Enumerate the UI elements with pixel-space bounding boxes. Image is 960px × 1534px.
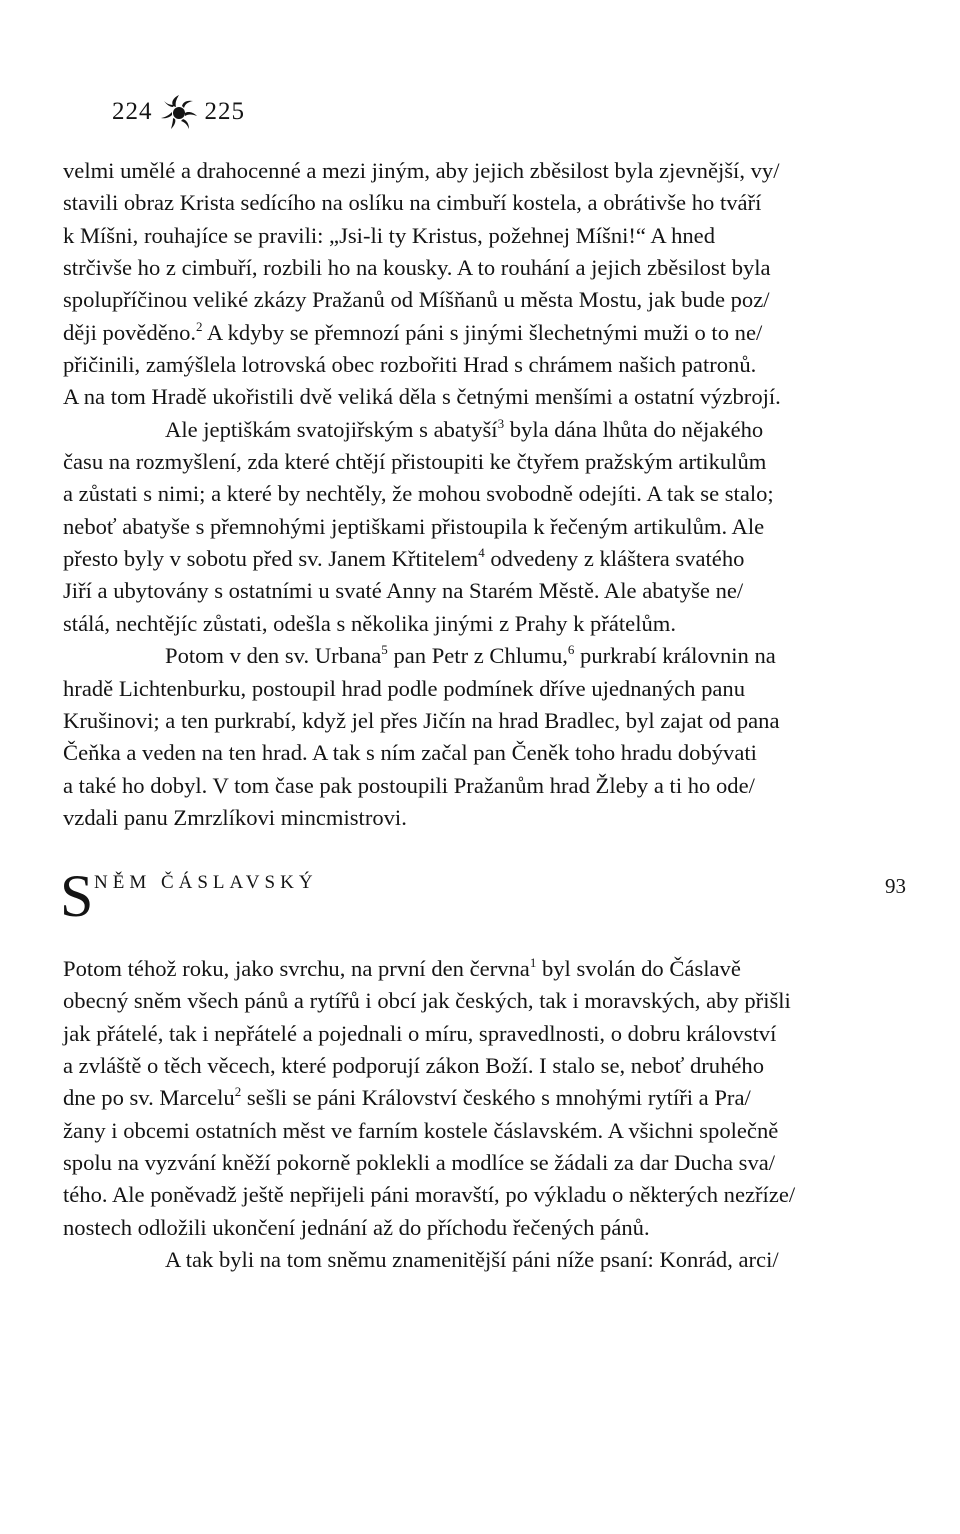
- text-line: [63, 511, 903, 543]
- text-run: purkrabí královnin na: [574, 643, 776, 669]
- text-run: strčivše ho z cimbuří, rozbili ho na kousky. A to rouhání a jejich zběsilost byla: [63, 255, 771, 281]
- text-line: [63, 1018, 903, 1050]
- text-run: tého. Ale poněvadž ještě nepřijeli páni moravští, po výkladu o některých nezříze/: [63, 1182, 796, 1208]
- text-line: [63, 155, 903, 187]
- text-line: [63, 985, 903, 1017]
- text-run: hradě Lichtenburku, postoupil hrad podle podmínek dříve ujednaných panu: [63, 675, 746, 701]
- text-run: velmi umělé a drahocenné a mezi jiným, aby jejich zběsilost byla zjevnější, vy/: [63, 158, 780, 183]
- text-line: [63, 381, 903, 413]
- text-run: Krušinovi; a ten purkrabí, když jel přes Jičín na hrad Bradlec, byl zajat od pana: [63, 707, 780, 733]
- text-line: [63, 1244, 903, 1276]
- text-line: [63, 1050, 903, 1082]
- text-run: byla dána lhůta do nějakého: [504, 416, 764, 442]
- text-run: byl svolán do Čáslavě: [536, 956, 741, 981]
- text-line: [63, 802, 903, 834]
- text-line: [63, 284, 903, 316]
- text-run: A na tom Hradě ukořistili dvě veliká děla s četnými menšími a ostatní výzbrojí.: [63, 384, 781, 410]
- text-line: [63, 349, 903, 381]
- text-line: [63, 543, 903, 575]
- text-line: [63, 737, 903, 769]
- section-text-top: [63, 155, 903, 834]
- text-line: [63, 1147, 903, 1179]
- text-line: [63, 317, 903, 349]
- text-line: [63, 673, 903, 705]
- text-run: nostech odložili ukončení jednání až do příchodu řečených pánů.: [63, 1214, 650, 1240]
- text-line: [63, 478, 903, 510]
- text-run: Čeňka a veden na ten hrad. A tak s ním začal pan Čeněk toho hradu dobývati: [63, 740, 757, 766]
- text-run: spolupříčinou veliké zkázy Pražanů od Míšňanů u města Mostu, jak bude poz/: [63, 287, 770, 313]
- text-run: Jiří a ubytovány s ostatními u svaté Anny na Starém Městě. Ale abatyše ne/: [63, 578, 744, 604]
- text-run: k Míšni, rouhajíce se pravili: „Jsi-li ty Kristus, požehnej Míšni!“ A hned: [63, 222, 715, 248]
- text-run: sešli se páni Království českého s mnohými rytíři a Pra/: [241, 1085, 751, 1111]
- text-line: [63, 1115, 903, 1147]
- text-line: [63, 1179, 903, 1211]
- chapter-title: NĚM ČÁSLAVSKÝ: [94, 872, 318, 893]
- text-run: přesto byly v sobotu před sv. Janem Křtitelem: [63, 546, 479, 572]
- text-run: neboť abatyše s přemnohými jeptiškami přistoupila k řečeným artikulům. Ale: [63, 513, 765, 539]
- text-run: A kdyby se přemnozí páni s jinými šlechetnými muži o to ne/: [202, 319, 763, 345]
- text-line: [63, 414, 903, 446]
- text-run: odvedeny z kláštera svatého: [484, 546, 745, 572]
- text-run: žany i obcemi ostatních měst ve farním kostele čáslavském. A všichni společně: [63, 1117, 779, 1143]
- text-run: stálá, nechtějíc zůstati, odešla s několika jinými z Prahy k přátelům.: [63, 610, 676, 636]
- text-run: času na rozmyšlení, zda které chtějí přistoupiti ke čtyřem pražským artikulům: [63, 449, 767, 475]
- text-line: [63, 1082, 903, 1114]
- text-line: [63, 608, 903, 640]
- right-page-number: 225: [204, 98, 245, 125]
- text-line: [63, 220, 903, 252]
- text-run: Potom téhož roku, jako svrchu, na první den června: [63, 956, 530, 981]
- text-line: [63, 640, 903, 672]
- footnote-marker: 2: [234, 1084, 242, 1100]
- text-run: ději pověděno.: [63, 319, 197, 345]
- text-line: [63, 953, 903, 985]
- text-line: [63, 1212, 903, 1244]
- drop-cap: S: [60, 863, 94, 929]
- text-run: jak přátelé, tak i nepřátelé a pojednali o míru, spravedlnosti, o dobru království: [63, 1020, 777, 1046]
- text-run: stavili obraz Krista sedícího na oslíku na cimbuří kostela, a obrátivše ho tváří: [63, 190, 762, 216]
- text-run: vzdali panu Zmrzlíkovi mincmistrovi.: [63, 804, 407, 830]
- text-line: [63, 252, 903, 284]
- text-run: pan Petr z Chlumu,: [387, 643, 568, 669]
- page-numbers: [112, 92, 245, 132]
- chapter-number: 93: [885, 874, 906, 898]
- text-line: [63, 446, 903, 478]
- text-run: A tak byli na tom sněmu znamenitější páni níže psaní: Konrád, arci/: [165, 1247, 779, 1273]
- text-run: přičinili, zamýšlela lotrovská obec rozbořiti Hrad s chrámem našich patronů.: [63, 352, 757, 378]
- chapter-heading: [60, 862, 906, 929]
- text-run: dne po sv. Marcelu: [63, 1085, 235, 1111]
- footnote-marker: 2: [196, 318, 203, 334]
- ornament-icon: [159, 92, 199, 132]
- text-run: spolu na vyzvání kněží pokorně poklekli a modlíce se žádali za dar Ducha sva/: [63, 1150, 776, 1176]
- left-page-number: 224: [112, 98, 153, 125]
- text-run: Potom v den sv. Urbana: [165, 643, 382, 669]
- footnote-marker: 4: [478, 545, 485, 561]
- text-line: [63, 705, 903, 737]
- text-run: Ale jeptiškám svatojiřským s abatyší: [165, 416, 498, 442]
- text-line: [63, 187, 903, 219]
- footnote-marker: 1: [529, 955, 537, 970]
- section-text-bottom: [63, 953, 903, 1276]
- text-line: [63, 575, 903, 607]
- text-run: a zvláště o těch věcech, které podporují zákon Boží. I stalo se, neboť druhého: [63, 1053, 765, 1079]
- footnote-marker: 6: [567, 642, 575, 658]
- text-line: [63, 770, 903, 802]
- text-run: a zůstati s nimi; a které by nechtěly, že mohou svobodně odejíti. A tak se stalo;: [63, 481, 774, 507]
- footnote-marker: 5: [381, 642, 388, 658]
- footnote-marker: 3: [497, 415, 505, 431]
- text-run: a také ho dobyl. V tom čase pak postoupili Pražanům hrad Žleby a ti ho ode/: [63, 772, 755, 798]
- text-run: obecný sněm všech pánů a rytířů i obcí jak českých, tak i moravských, aby přišli: [63, 988, 791, 1014]
